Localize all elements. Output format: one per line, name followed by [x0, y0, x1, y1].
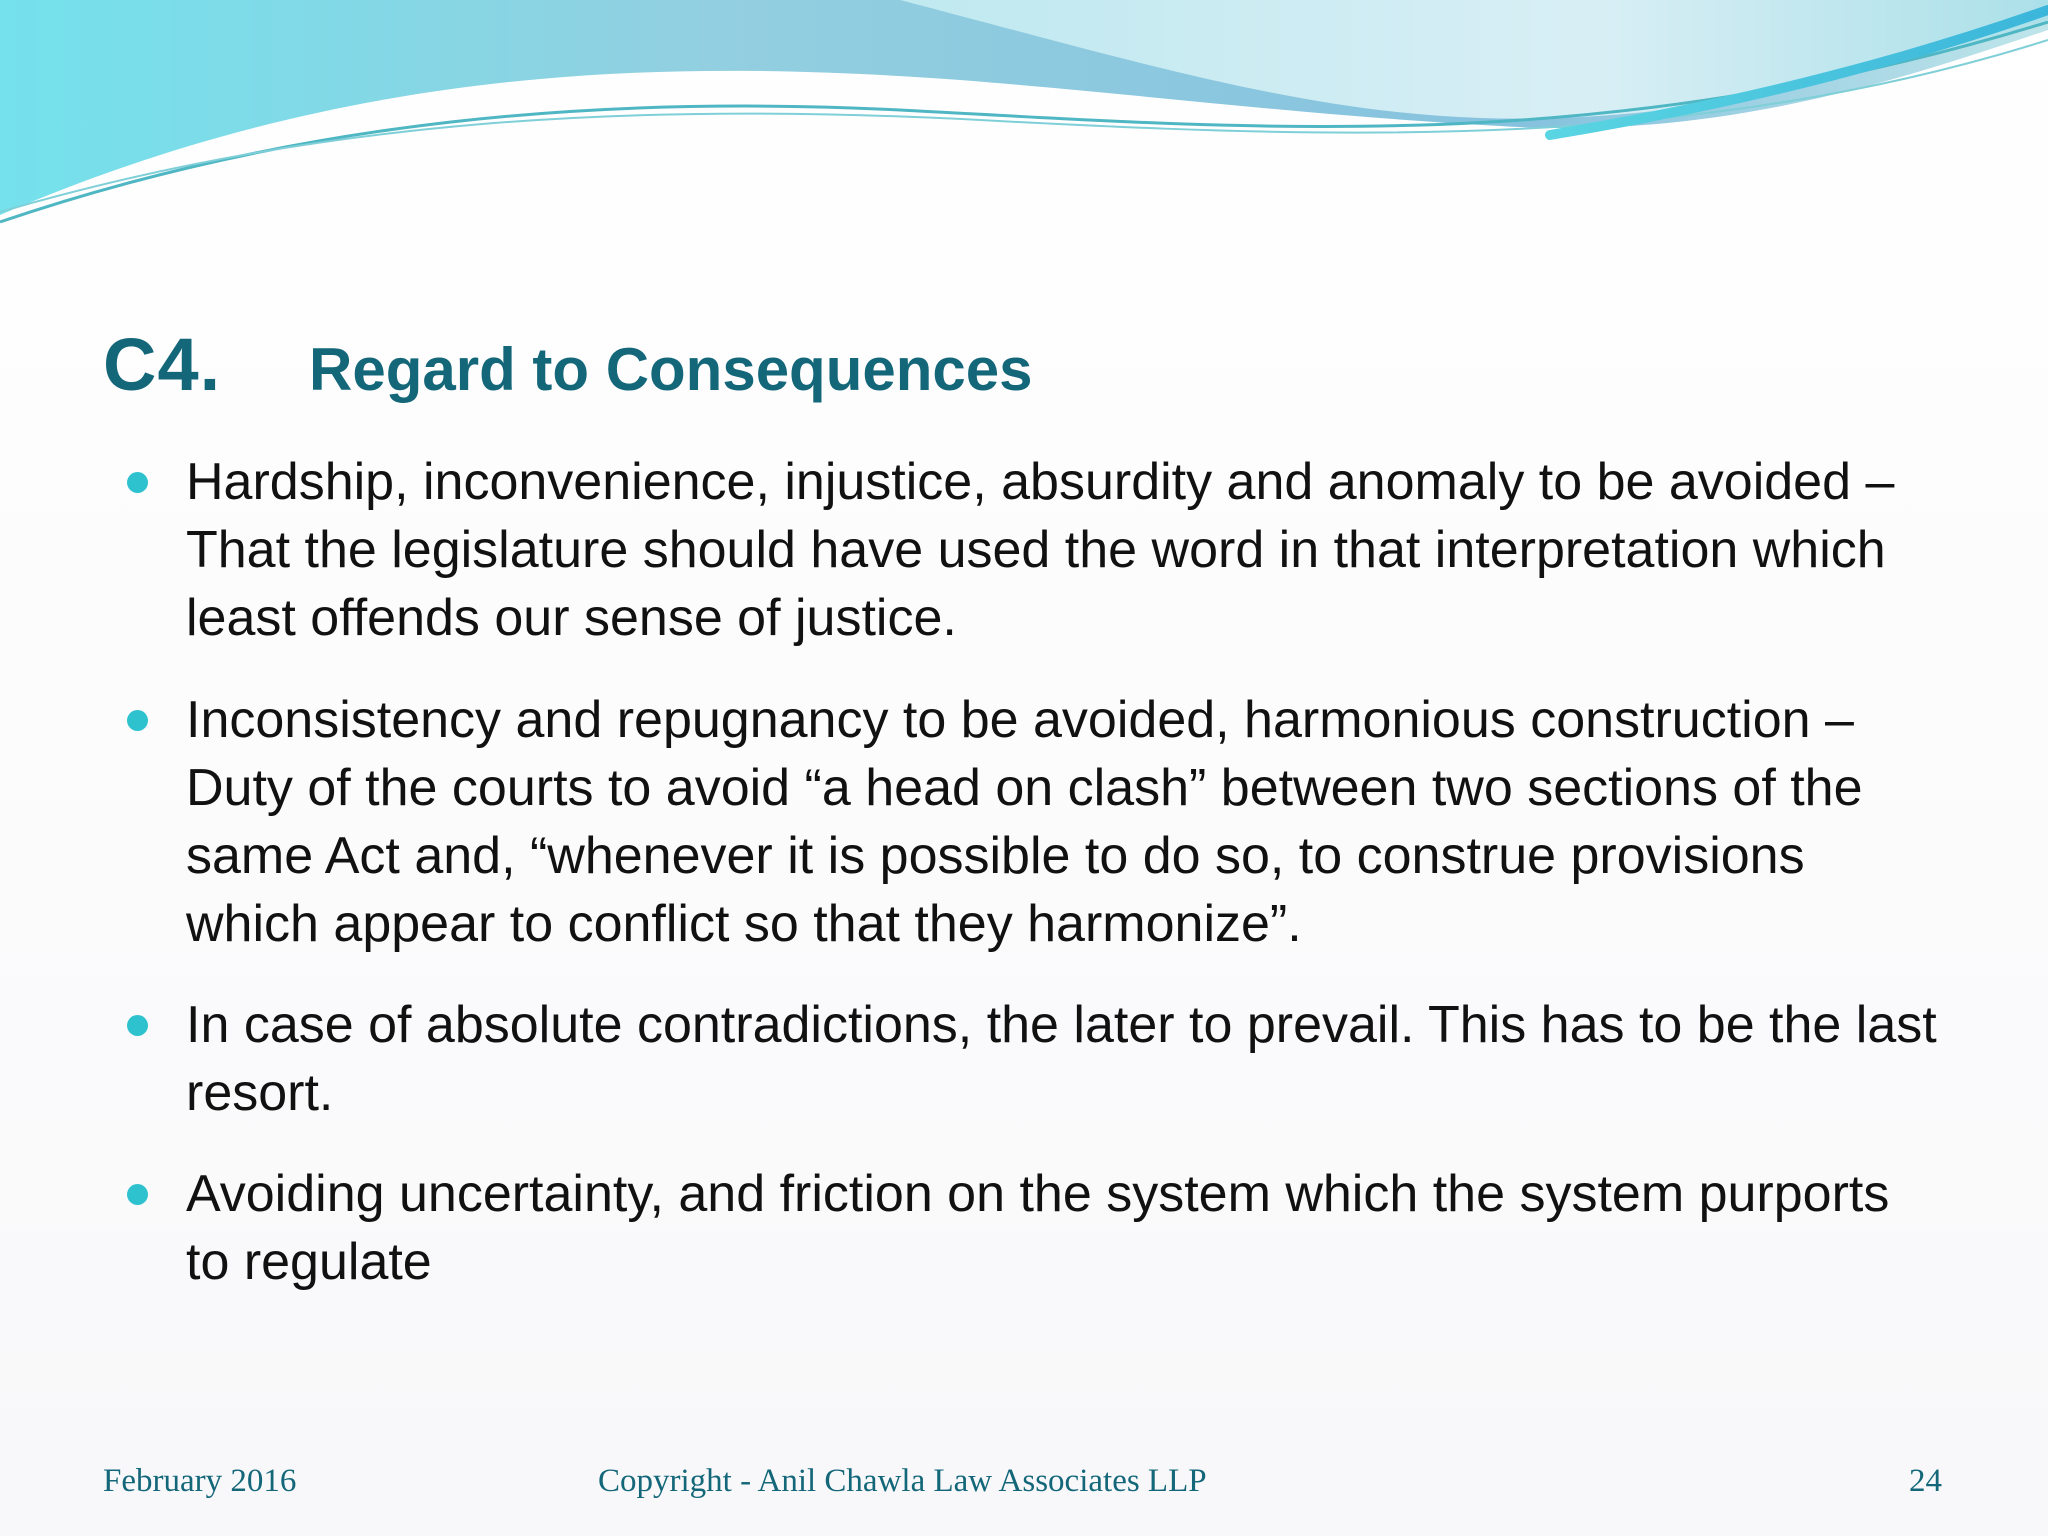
bullet-text: Hardship, inconvenience, injustice, absurdity and anomaly to be avoided – That the legislature should have used the word in that interpretation which least offends our sense of justice. [186, 453, 1895, 647]
footer-copyright: Copyright - Anil Chawla Law Associates LLP [598, 1463, 1207, 1499]
footer-page-number: 24 [1909, 1463, 1942, 1499]
bullet-dot-icon [127, 710, 148, 731]
bullet-text: Avoiding uncertainty, and friction on the system which the system purports to regulate [186, 1165, 1890, 1291]
bullet-list [124, 448, 1944, 1296]
bullet-item [124, 686, 1944, 958]
title-number: C4. [103, 323, 222, 406]
bullet-dot-icon [127, 1015, 148, 1036]
bullet-item [124, 991, 1944, 1127]
slide-title [103, 322, 1033, 412]
bullet-dot-icon [127, 1184, 148, 1205]
title-text: Regard to Consequences [309, 336, 1033, 403]
bullet-item [124, 1160, 1944, 1296]
decorative-wave-header [0, 0, 2048, 240]
bullet-text: In case of absolute contradictions, the later to prevail. This has to be the last resort. [186, 996, 1937, 1122]
bullet-dot-icon [127, 472, 148, 493]
bullet-text: Inconsistency and repugnancy to be avoided, harmonious construction – Duty of the courts to avoid “a head on clash” between two sections of the same Act and, “whenever it is possible to do so, to construe provisions which appear to conflict so that they harmonize”. [186, 691, 1863, 953]
bullet-item [124, 448, 1944, 652]
footer-date: February 2016 [103, 1463, 297, 1499]
